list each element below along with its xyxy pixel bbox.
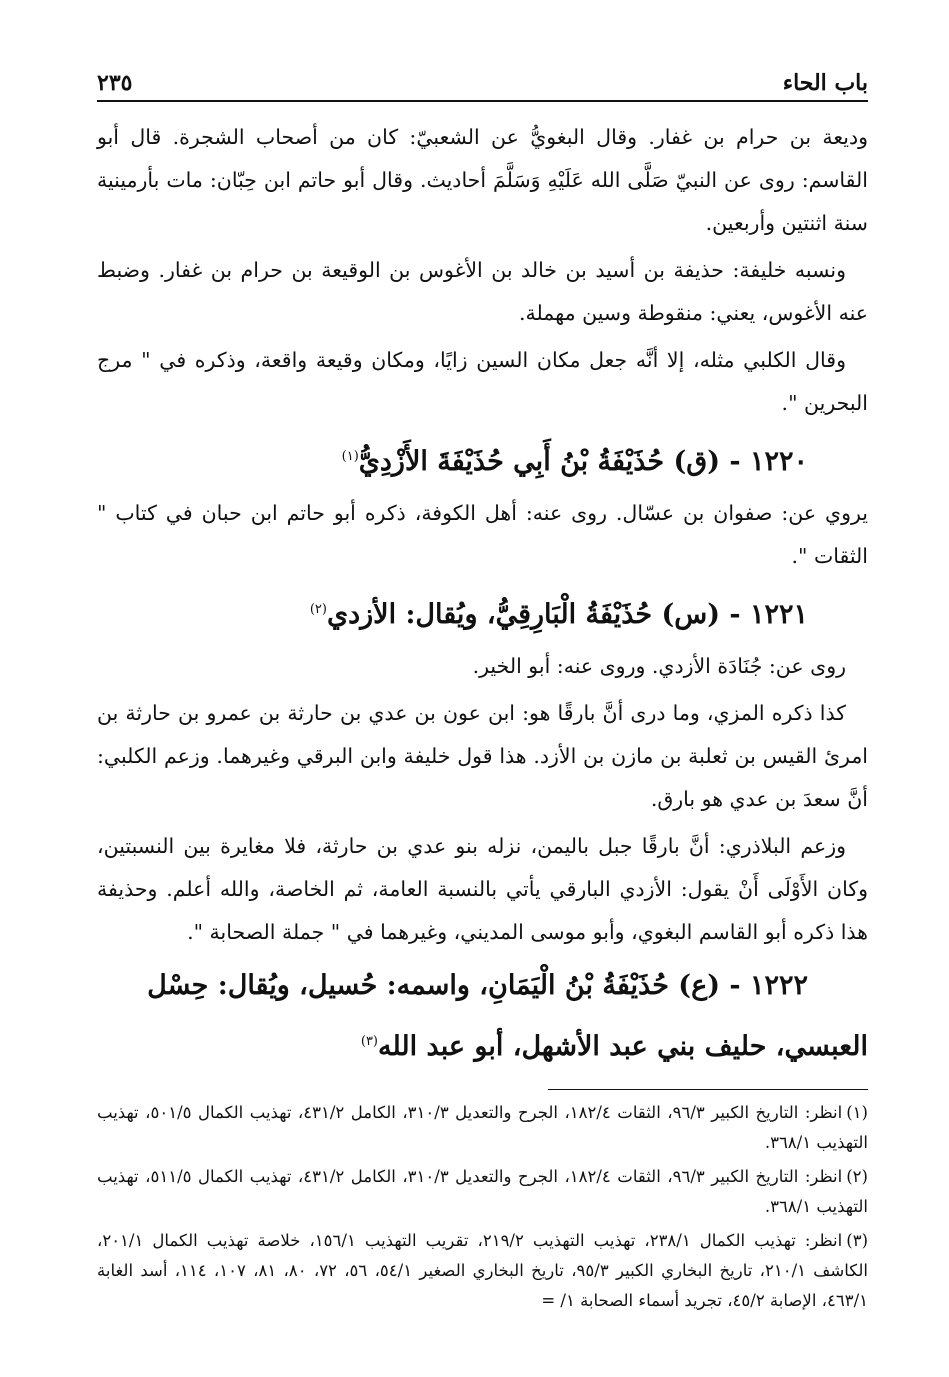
paragraph-7: وزعم البلاذري: أنَّ بارقًا جبل باليمن، نزله بنو عدي بن حارثة، فلا مغايرة بين النسبتين، وكان الأَوْلَى أَنْ يقول: الأزدي البارقي يأتي بالنسبة العامة، ثم الخاصة، والله أعلم. وحذيفة هذا ذكره أبو القاسم البغوي، وأبو موسى المديني، وغيرهما في " جملة الصحابة ". [97,834,868,944]
paragraph-2: ونسبه خليفة: حذيفة بن أسيد بن خالد بن الأغوس بن الوقيعة بن حرام بن غفار. وضبط عنه الأغوس، يعني: منقوطة وسين مهملة. [97,258,868,325]
page-number: ٢٣٥ [97,70,133,96]
footnote-1 [97,1098,868,1158]
footnote-text: انظر: تهذيب الكمال ٢٣٨/١، تهذيب التهذيب ٢١٩/٢، تقريب التهذيب ١٥٦/١، خلاصة تهذيب الكمال ٢٠١/١، الكاشف ٢١٠/١، تاريخ البخاري الكبير ٩٥/٣، تاريخ البخاري الصغير ٥٤/١، ٥٦، ٧٢، ٨٠، ٨١، ١٠٧، ١١٤، أسد الغابة ٤٦٣/١، الإصابة ٤٥/٢، تجريد أسماء الصحابة ١/ = [97,1231,868,1310]
paragraph-4: يروي عن: صفوان بن عسّال. روى عنه: أهل الكوفة، ذكره أبو حاتم ابن حبان في كتاب " الثقات ". [97,501,868,568]
footnote-number: (١) [846,1103,868,1122]
footnote-2 [97,1162,868,1222]
entry-title: ١٢٢٢ - (ع) حُذَيْفَةُ بْنُ الْيَمَانِ، واسمه: حُسيل، ويُقال: حِسْل العبسي، حليف بني عبد الأشهل، أبو عبد الله [147,970,868,1062]
footnote-rule [548,1089,868,1090]
footnote-ref-1: (١) [341,449,359,464]
paragraph-5: روى عن: جُنَادَة الأزدي. وروى عنه: أبو الخير. [472,654,846,678]
paragraph-6: كذا ذكره المزي، وما درى أنَّ بارقًا هو: ابن عون بن عدي بن حارثة بن عمرو بن حارثة بن امرئ القيس بن ثعلبة بن مازن بن الأزد. هذا قول خليفة وابن البرقي وغيرهما. وزعم الكلبي: أنَّ سعدَ بن عدي هو بارق. [97,701,868,811]
footnote-number: (٣) [846,1231,868,1250]
entry-heading-1222 [97,958,868,1075]
footnotes [97,1098,868,1316]
paragraph-3: وقال الكلبي مثله، إلا أنَّه جعل مكان السين زايًا، ومكان وقيعة واقعة، وذكره في " مرج البحرين ". [97,348,868,415]
footnote-text: انظر: التاريخ الكبير ٩٦/٣، الثقات ١٨٢/٤، الجرح والتعديل ٣١٠/٣، الكامل ٤٣١/٢، تهذيب الكمال ٥٠١/٥، تهذيب التهذيب ٣٦٨/١. [97,1103,868,1152]
entry-heading-1220 [97,429,868,490]
entry-heading-1221 [97,582,868,643]
header-rule [97,100,868,102]
footnote-ref-3: (٣) [360,1034,378,1049]
running-title: باب الحاء [782,70,868,96]
footnote-text: انظر: التاريخ الكبير ٩٦/٣، الثقات ١٨٢/٤، الجرح والتعديل ٣١٠/٣، الكامل ٤٣١/٢، تهذيب الكمال ٥١١/٥، تهذيب التهذيب ٣٦٨/١. [97,1167,868,1216]
page-header [97,62,868,96]
paragraph-1: وديعة بن حرام بن غفار. وقال البغويُّ عن الشعبيّ: كان من أصحاب الشجرة. قال أبو القاسم: روى عن النبيّ صَلَّى الله عَلَيْهِ وَسَلَّمَ أحاديث. وقال أبو حاتم ابن حِبّان: مات بأرمينية سنة اثنتين وأربعين. [97,125,868,235]
footnote-3 [97,1226,868,1316]
book-page [97,62,868,1320]
footnote-ref-2: (٢) [309,602,327,617]
entry-title: ١٢٢٠ - (ق) حُذَيْفَةُ بْنُ أَبِي حُذَيْفَةَ الأَزْدِيُّ [358,446,808,477]
entry-title: ١٢٢١ - (س) حُذَيْفَةُ الْبَارِقِيُّ، ويُقال: الأزدي [326,599,808,630]
footnote-number: (٢) [846,1167,868,1186]
